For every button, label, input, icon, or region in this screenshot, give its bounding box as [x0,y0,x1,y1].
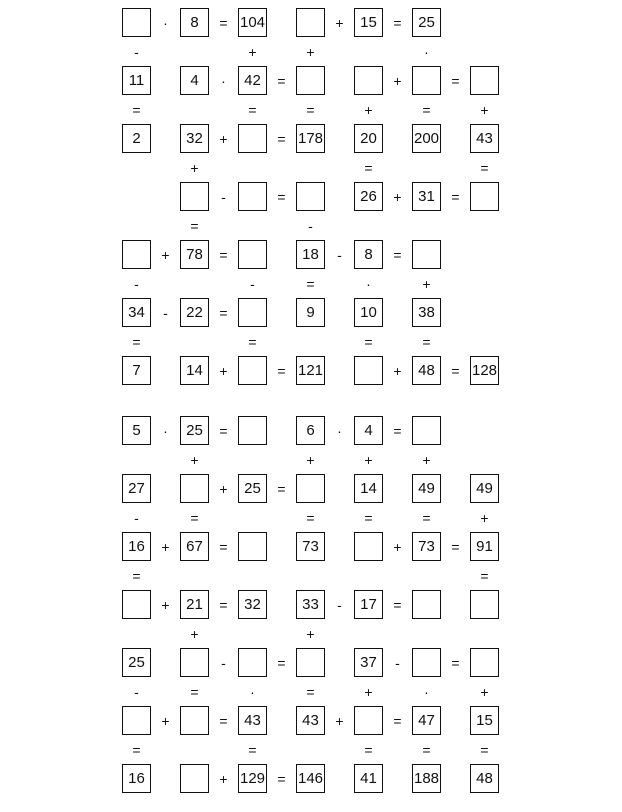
number-cell: 25 [238,474,267,503]
answer-cell[interactable] [238,648,267,677]
number-cell: 128 [470,356,499,385]
number-cell: 34 [122,298,151,327]
operator-sign: - [395,654,400,671]
operator-sign: + [422,451,431,468]
number-cell: 25 [412,8,441,37]
number-cell: 43 [470,124,499,153]
operator-sign: - [134,275,139,292]
answer-cell[interactable] [470,182,499,211]
number-cell: 41 [354,764,383,793]
answer-cell[interactable] [122,706,151,735]
equals-sign: = [422,101,431,118]
operator-sign: + [393,72,402,89]
answer-cell[interactable] [296,8,325,37]
number-cell: 49 [470,474,499,503]
operator-sign: · [163,14,168,31]
number-cell: 26 [354,182,383,211]
answer-cell[interactable] [180,706,209,735]
answer-cell[interactable] [180,182,209,211]
number-cell: 15 [470,706,499,735]
number-cell: 6 [296,416,325,445]
equals-sign: = [219,14,228,31]
operator-sign: - [134,509,139,526]
operator-sign: + [480,683,489,700]
equals-sign: = [451,188,460,205]
number-cell: 121 [296,356,325,385]
equals-sign: = [306,275,315,292]
number-cell: 8 [354,240,383,269]
answer-cell[interactable] [238,240,267,269]
number-cell: 146 [296,764,325,793]
equals-sign: = [132,333,141,350]
operator-sign: - [337,596,342,613]
number-cell: 14 [180,356,209,385]
equals-sign: = [364,159,373,176]
number-cell: 37 [354,648,383,677]
number-cell: 32 [238,590,267,619]
equals-sign: = [277,362,286,379]
equals-sign: = [277,480,286,497]
number-cell: 5 [122,416,151,445]
number-cell: 200 [412,124,441,153]
operator-sign: + [335,14,344,31]
equals-sign: = [248,101,257,118]
equals-sign: = [451,538,460,555]
operator-sign: · [163,422,168,439]
equals-sign: = [393,712,402,729]
operator-sign: · [424,683,429,700]
operator-sign: + [422,275,431,292]
operator-sign: + [335,712,344,729]
answer-cell[interactable] [296,66,325,95]
number-cell: 22 [180,298,209,327]
equals-sign: = [190,683,199,700]
number-cell: 17 [354,590,383,619]
answer-cell[interactable] [180,474,209,503]
equals-sign: = [219,538,228,555]
operator-sign: + [190,625,199,642]
operator-sign: - [163,304,168,321]
operator-sign: · [221,72,226,89]
operator-sign: + [219,130,228,147]
operator-sign: + [306,451,315,468]
equals-sign: = [393,596,402,613]
number-cell: 49 [412,474,441,503]
operator-sign: + [364,451,373,468]
equals-sign: = [132,567,141,584]
number-cell: 9 [296,298,325,327]
number-cell: 104 [238,8,267,37]
answer-cell[interactable] [238,532,267,561]
equals-sign: = [480,567,489,584]
operator-sign: + [393,362,402,379]
equals-sign: = [248,741,257,758]
operator-sign: + [393,188,402,205]
equals-sign: = [480,741,489,758]
equals-sign: = [132,741,141,758]
equals-sign: = [393,422,402,439]
equals-sign: = [219,422,228,439]
operator-sign: + [161,246,170,263]
equals-sign: = [190,509,199,526]
operator-sign: · [337,422,342,439]
operator-sign: + [306,625,315,642]
equals-sign: = [364,741,373,758]
equals-sign: = [277,72,286,89]
number-cell: 91 [470,532,499,561]
operator-sign: - [221,654,226,671]
answer-cell[interactable] [238,356,267,385]
operator-sign: - [337,246,342,263]
answer-cell[interactable] [470,66,499,95]
equals-sign: = [219,304,228,321]
number-cell: 73 [412,532,441,561]
operator-sign: + [190,159,199,176]
equals-sign: = [480,159,489,176]
answer-cell[interactable] [238,416,267,445]
number-cell: 48 [470,764,499,793]
number-cell: 38 [412,298,441,327]
answer-cell[interactable] [296,648,325,677]
equals-sign: = [364,333,373,350]
number-cell: 16 [122,764,151,793]
answer-cell[interactable] [412,648,441,677]
number-cell: 32 [180,124,209,153]
number-cell: 16 [122,532,151,561]
number-cell: 25 [180,416,209,445]
answer-cell[interactable] [354,706,383,735]
answer-cell[interactable] [238,124,267,153]
number-cell: 129 [238,764,267,793]
operator-sign: + [393,538,402,555]
number-cell: 8 [180,8,209,37]
number-cell: 43 [296,706,325,735]
equals-sign: = [306,683,315,700]
answer-cell[interactable] [296,182,325,211]
operator-sign: · [366,275,371,292]
number-cell: 42 [238,66,267,95]
operator-sign: + [190,451,199,468]
equals-sign: = [219,246,228,263]
operator-sign: · [424,43,429,60]
operator-sign: · [250,683,255,700]
answer-cell[interactable] [354,356,383,385]
equals-sign: = [277,130,286,147]
answer-cell[interactable] [122,240,151,269]
answer-cell[interactable] [470,648,499,677]
operator-sign: + [161,712,170,729]
operator-sign: - [134,43,139,60]
operator-sign: + [219,362,228,379]
number-cell: 27 [122,474,151,503]
equals-sign: = [306,101,315,118]
number-cell: 31 [412,182,441,211]
number-cell: 11 [122,66,151,95]
number-cell: 10 [354,298,383,327]
number-cell: 33 [296,590,325,619]
number-cell: 7 [122,356,151,385]
equals-sign: = [451,72,460,89]
number-cell: 15 [354,8,383,37]
equals-sign: = [132,101,141,118]
answer-cell[interactable] [180,764,209,793]
answer-cell[interactable] [354,532,383,561]
operator-sign: + [364,101,373,118]
equals-sign: = [190,217,199,234]
answer-cell[interactable] [412,240,441,269]
equals-sign: = [422,333,431,350]
number-cell: 25 [122,648,151,677]
number-cell: 178 [296,124,325,153]
number-cell: 14 [354,474,383,503]
equals-sign: = [393,246,402,263]
operator-sign: + [161,538,170,555]
operator-sign: + [248,43,257,60]
number-cell: 20 [354,124,383,153]
answer-cell[interactable] [122,590,151,619]
number-cell: 4 [180,66,209,95]
answer-cell[interactable] [412,66,441,95]
number-cell: 18 [296,240,325,269]
number-cell: 43 [238,706,267,735]
operator-sign: + [161,596,170,613]
answer-cell[interactable] [296,474,325,503]
equals-sign: = [219,712,228,729]
operator-sign: - [308,217,313,234]
equals-sign: = [248,333,257,350]
equals-sign: = [277,654,286,671]
equals-sign: = [451,362,460,379]
equals-sign: = [393,14,402,31]
number-cell: 188 [412,764,441,793]
number-cell: 4 [354,416,383,445]
operator-sign: - [221,188,226,205]
operator-sign: - [134,683,139,700]
answer-cell[interactable] [412,590,441,619]
equals-sign: = [422,509,431,526]
answer-cell[interactable] [238,182,267,211]
operator-sign: + [480,101,489,118]
number-cell: 48 [412,356,441,385]
equals-sign: = [219,596,228,613]
operator-sign: + [480,509,489,526]
equals-sign: = [364,509,373,526]
answer-cell[interactable] [122,8,151,37]
operator-sign: + [364,683,373,700]
answer-cell[interactable] [180,648,209,677]
answer-cell[interactable] [354,66,383,95]
answer-cell[interactable] [470,590,499,619]
operator-sign: + [219,770,228,787]
number-cell: 2 [122,124,151,153]
equals-sign: = [451,654,460,671]
number-cell: 73 [296,532,325,561]
number-cell: 21 [180,590,209,619]
equals-sign: = [422,741,431,758]
number-cell: 47 [412,706,441,735]
operator-sign: - [250,275,255,292]
equals-sign: = [306,509,315,526]
equals-sign: = [277,188,286,205]
number-cell: 78 [180,240,209,269]
equals-sign: = [277,770,286,787]
number-cell: 67 [180,532,209,561]
operator-sign: + [306,43,315,60]
answer-cell[interactable] [238,298,267,327]
operator-sign: + [219,480,228,497]
answer-cell[interactable] [412,416,441,445]
